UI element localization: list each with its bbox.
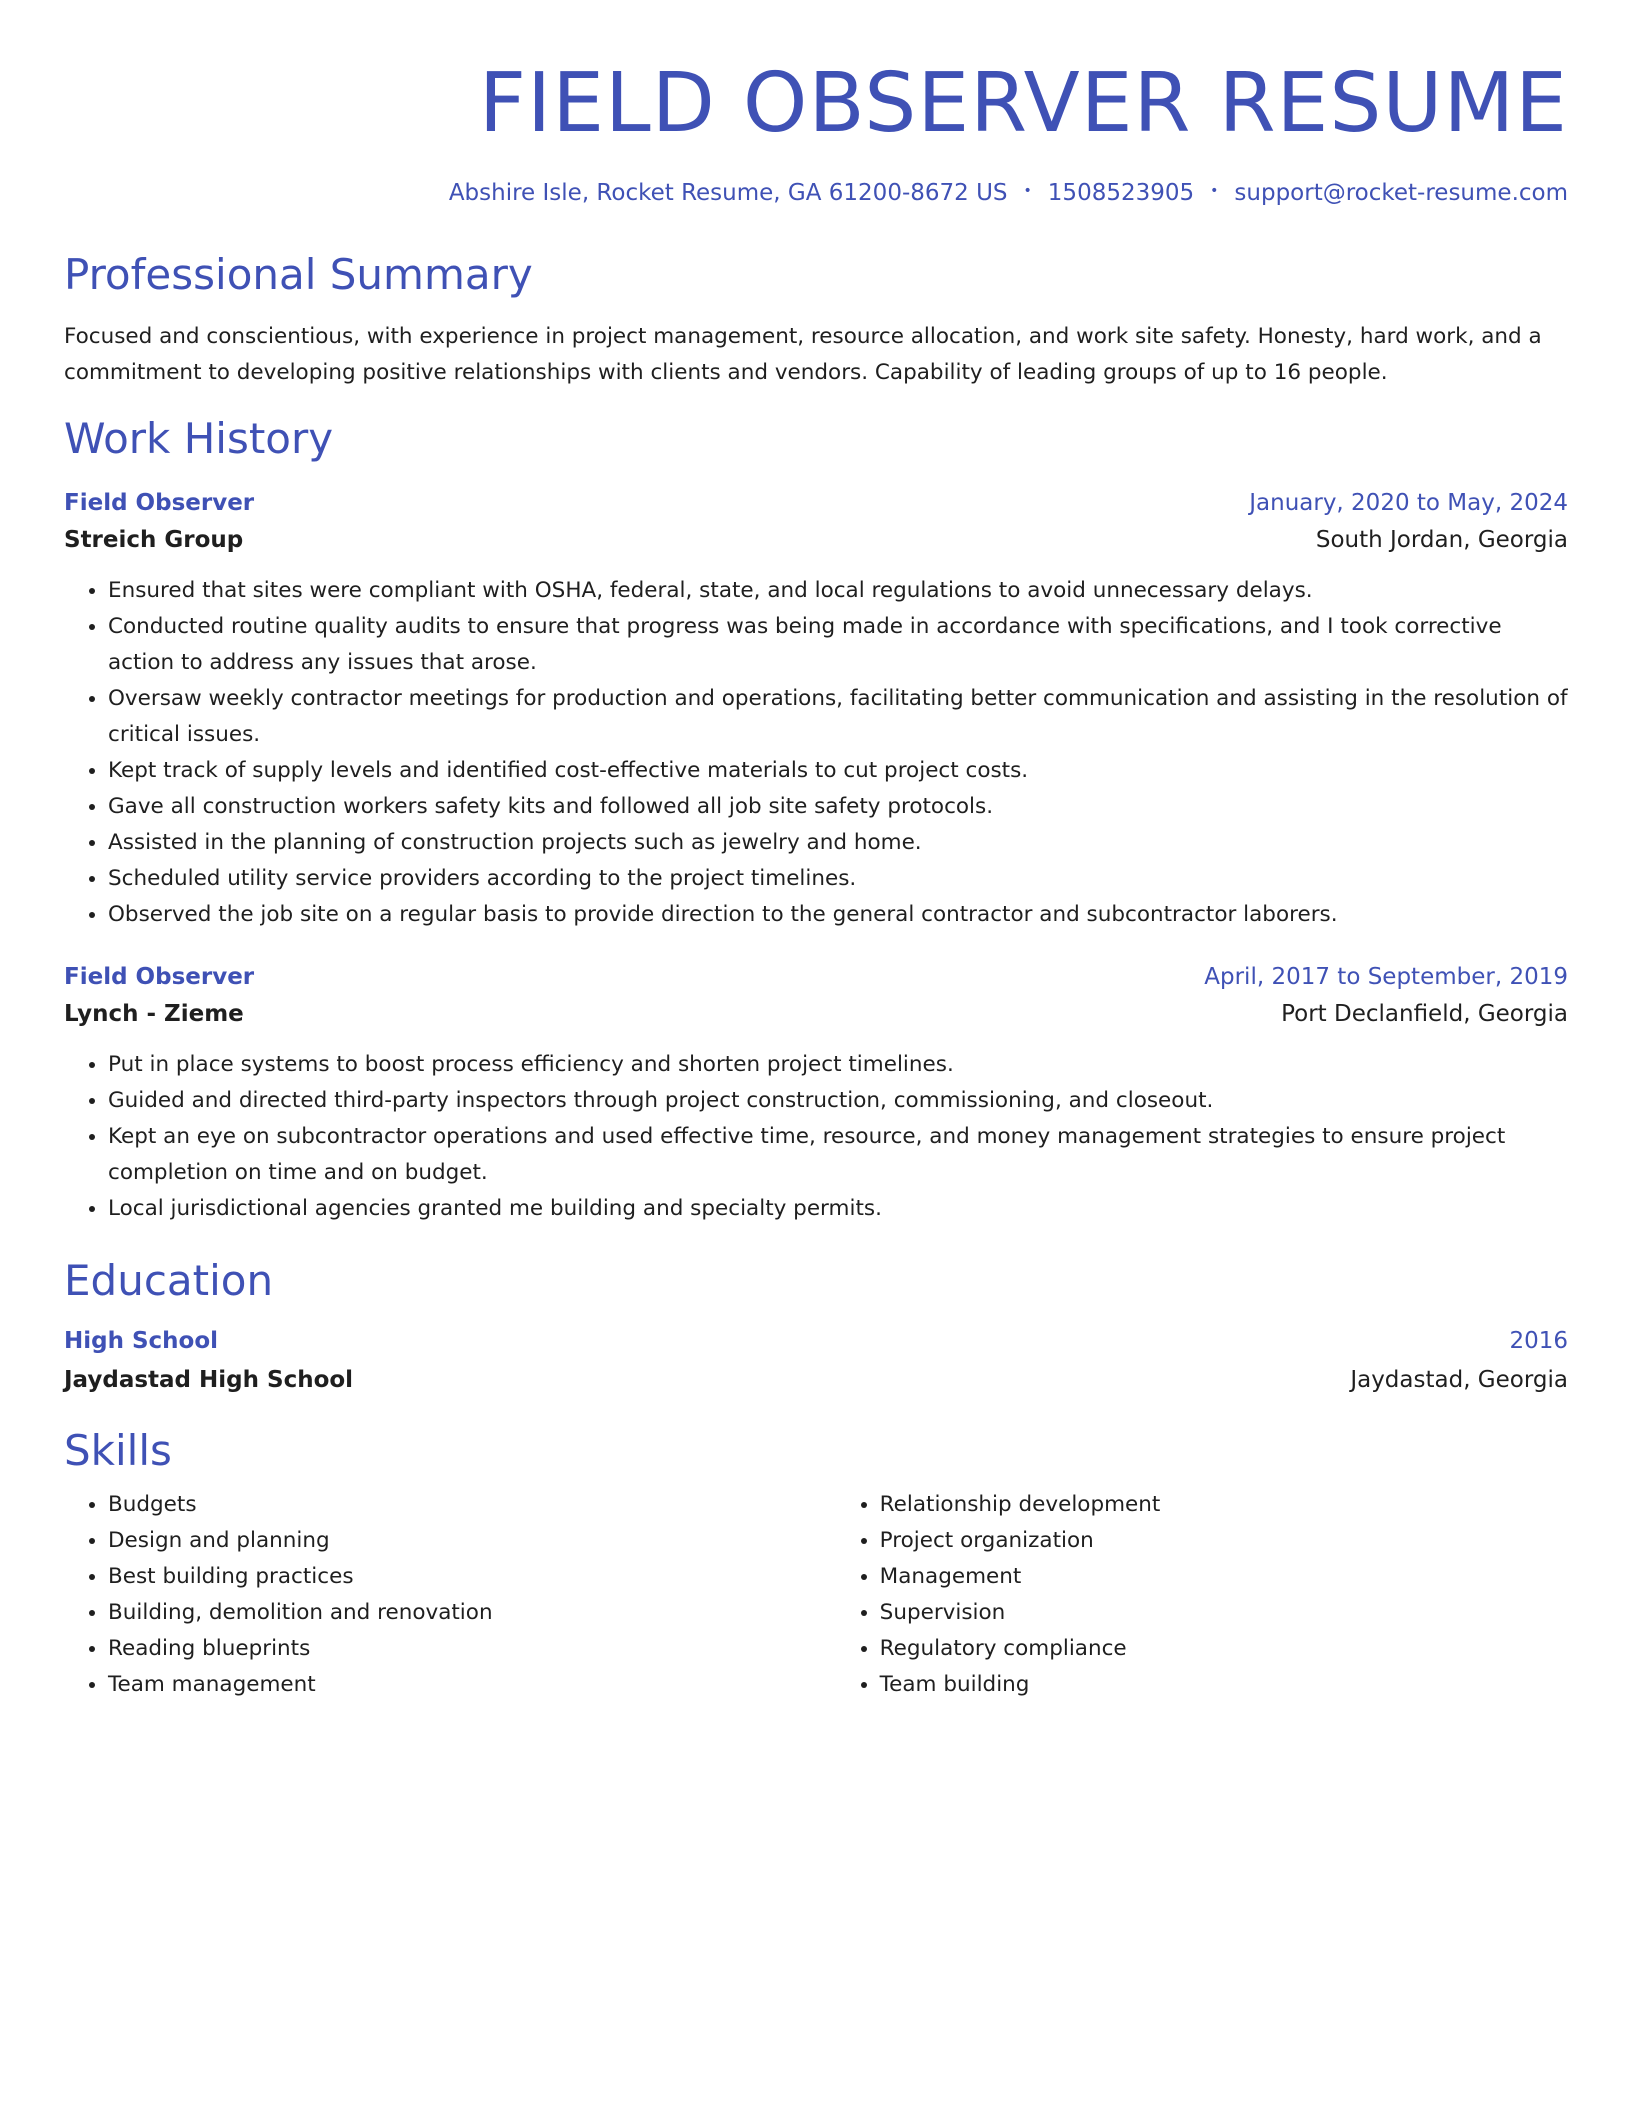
skill-item: • Design and planning: [108, 1523, 836, 1559]
skill-item: • Project organization: [880, 1523, 1568, 1559]
job-duty: • Put in place systems to boost process efficiency and shorten project timelines.: [108, 1047, 1568, 1083]
job-duty: • Guided and directed third-party inspectors through project construction, commissioning, and closeout.: [108, 1083, 1568, 1119]
skill-item: • Reading blueprints: [108, 1631, 836, 1667]
job-duty: • Conducted routine quality audits to ensure that progress was being made in accordance with specifications, and I took corrective action to address any issues that arose.: [108, 609, 1568, 681]
skill-item: • Team management: [108, 1667, 836, 1703]
job-duty: • Ensured that sites were compliant with OSHA, federal, state, and local regulations to avoid unnecessary delays.: [108, 573, 1568, 609]
education-location: Jaydastad, Georgia: [1350, 1366, 1568, 1393]
skill-item: • Regulatory compliance: [880, 1631, 1568, 1667]
skill-item: • Building, demolition and renovation: [108, 1595, 836, 1631]
skills-heading: Skills: [64, 1425, 172, 1475]
job-title: Field Observer: [64, 489, 255, 516]
skill-item: • Team building: [880, 1667, 1568, 1703]
education-header-row: [64, 1323, 1568, 1359]
skill-item: • Management: [880, 1559, 1568, 1595]
education-entry: [64, 1323, 1568, 1401]
job-duty: • Scheduled utility service providers according to the project timelines.: [108, 861, 1568, 897]
skills-list-right: [836, 1487, 1568, 1703]
job-entry: [64, 485, 1568, 933]
skill-item: • Relationship development: [880, 1487, 1568, 1523]
job-header-row: [64, 485, 1568, 521]
education-year: 2016: [1509, 1327, 1568, 1354]
job-location: South Jordan, Georgia: [1315, 526, 1568, 553]
job-duty: • Oversaw weekly contractor meetings for production and operations, facilitating better communication and assisting in the resolution of critical issues.: [108, 681, 1568, 753]
job-dates: January, 2020 to May, 2024: [1249, 489, 1568, 516]
resume-header: [64, 56, 1568, 209]
skills-list-left: [64, 1487, 836, 1703]
job-duty: • Kept an eye on subcontractor operations and used effective time, resource, and money management strategies to ensure project completion on time and on budget.: [108, 1119, 1568, 1191]
education-heading: Education: [64, 1255, 274, 1305]
summary-heading: Professional Summary: [64, 249, 533, 299]
skill-item: • Budgets: [108, 1487, 836, 1523]
job-duty: • Gave all construction workers safety kits and followed all job site safety protocols.: [108, 789, 1568, 825]
job-entry: [64, 959, 1568, 1227]
work-history-heading: Work History: [64, 413, 334, 463]
education-school-row: [64, 1359, 1568, 1401]
contact-separator: •: [1210, 182, 1219, 199]
skills-columns: [64, 1487, 1568, 1703]
job-duties-list: [64, 1047, 1568, 1227]
job-dates: April, 2017 to September, 2019: [1204, 963, 1568, 990]
job-duty: • Assisted in the planning of construction projects such as jewelry and home.: [108, 825, 1568, 861]
education-school: Jaydastad High School: [64, 1366, 354, 1393]
job-company: Streich Group: [64, 526, 244, 553]
skill-item: • Supervision: [880, 1595, 1568, 1631]
job-duties-list: [64, 573, 1568, 933]
education-degree: High School: [64, 1327, 219, 1354]
contact-line: [64, 178, 1568, 209]
contact-phone: 1508523905: [1047, 180, 1195, 206]
job-company-row: [64, 995, 1568, 1033]
summary-text: Focused and conscientious, with experience in project management, resource allocation, and work site safety. Honesty, hard work, and a commitment to developing positive relationships with clients and vendors. Capability of leading groups of up to 16 people.: [64, 323, 1542, 385]
job-duty: • Observed the job site on a regular basis to provide direction to the general contractor and subcontractor laborers.: [108, 897, 1568, 933]
job-header-row: [64, 959, 1568, 995]
job-duty: • Kept track of supply levels and identified cost-effective materials to cut project costs.: [108, 753, 1568, 789]
skill-item: • Best building practices: [108, 1559, 836, 1595]
contact-separator: •: [1023, 182, 1032, 199]
contact-email[interactable]: support@rocket-resume.com: [1234, 180, 1568, 206]
job-title: Field Observer: [64, 963, 255, 990]
job-company: Lynch - Zieme: [64, 1000, 244, 1027]
job-company-row: [64, 521, 1568, 559]
job-location: Port Declanfield, Georgia: [1281, 1000, 1568, 1027]
contact-address: Abshire Isle, Rocket Resume, GA 61200-8672 US: [448, 180, 1008, 206]
job-duty: • Local jurisdictional agencies granted me building and specialty permits.: [108, 1191, 1568, 1227]
candidate-name: FIELD OBSERVER RESUME: [478, 56, 1568, 151]
